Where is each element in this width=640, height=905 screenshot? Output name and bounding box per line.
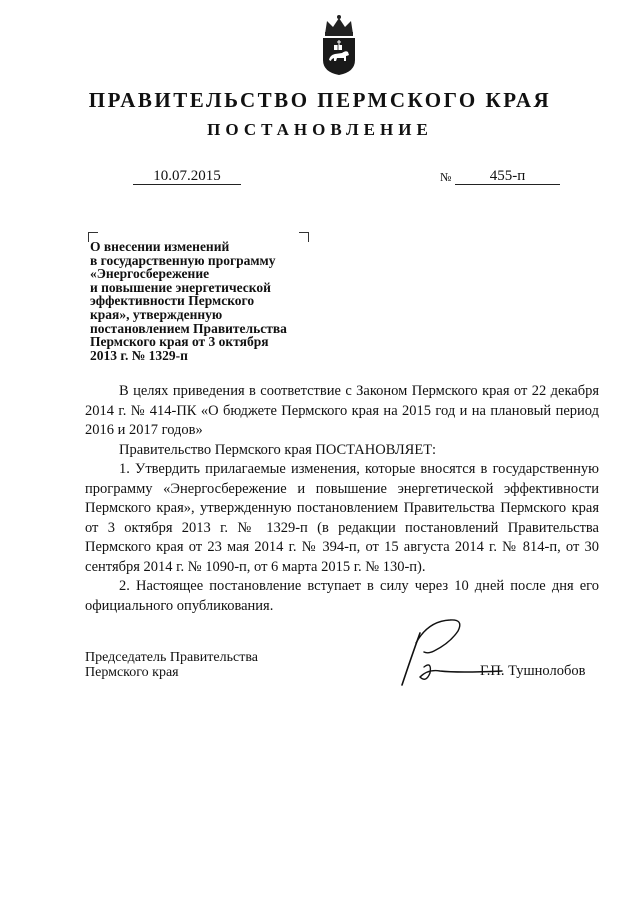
body-paragraph: Правительство Пермского края ПОСТАНОВЛЯЕТ: bbox=[119, 441, 437, 458]
subject-line: и повышение энергетической bbox=[90, 279, 271, 295]
subject-line: края», утвержденную bbox=[90, 306, 223, 322]
body-paragraph: 1. Утвердить прилагаемые изменения, которые вносятся в государственную программу «Энергосбережение и повышение энергетической эффективности Пермского края», утвержденную постановлением Правительства Пермского края от 3 октября 2013 г. № 1329-п (в редакции постановлений Правительства Пермского края от 23 мая 2014 г. № 394-п, от 15 августа 2014 г. № 814-п, от 30 сентября 2014 г. № 1090-п, от 6 марта 2015 г. № 130-п). bbox=[85, 461, 599, 575]
subject-line: в государственную программу bbox=[90, 252, 276, 268]
subject-line: «Энергосбережение bbox=[90, 266, 210, 282]
document-number: 455-п bbox=[455, 168, 560, 185]
signatory-position bbox=[85, 650, 305, 680]
coat-of-arms-icon bbox=[317, 12, 361, 76]
government-title: ПРАВИТЕЛЬСТВО ПЕРМСКОГО КРАЯ bbox=[88, 88, 552, 112]
subject-line: постановлением Правительства bbox=[90, 320, 287, 336]
number-sign: № bbox=[440, 170, 452, 184]
subject-line: 2013 г. № 1329-п bbox=[90, 347, 188, 363]
subject-line: Пермского края от 3 октября bbox=[90, 334, 269, 350]
document-type: ПОСТАНОВЛЕНИЕ bbox=[207, 120, 433, 139]
subject-line: эффективности Пермского bbox=[90, 293, 255, 309]
position-line: Пермского края bbox=[85, 665, 179, 680]
subject-line: О внесении изменений bbox=[90, 239, 230, 254]
document-date: 10.07.2015 bbox=[133, 168, 241, 185]
position-line: Председатель Правительства bbox=[85, 650, 258, 665]
body-paragraph: 2. Настоящее постановление вступает в силу через 10 дней после дня его официального опубликования. bbox=[85, 578, 599, 614]
document-body bbox=[85, 382, 599, 616]
document-subject bbox=[90, 240, 330, 362]
signatory-name: Г.П. Тушнолобов bbox=[480, 663, 586, 679]
body-paragraph: В целях приведения в соответствие с Законом Пермского края от 22 декабря 2014 г. № 414-ПК «О бюджете Пермского края на 2015 год и на плановый период 2016 и 2017 годов» bbox=[85, 383, 599, 438]
